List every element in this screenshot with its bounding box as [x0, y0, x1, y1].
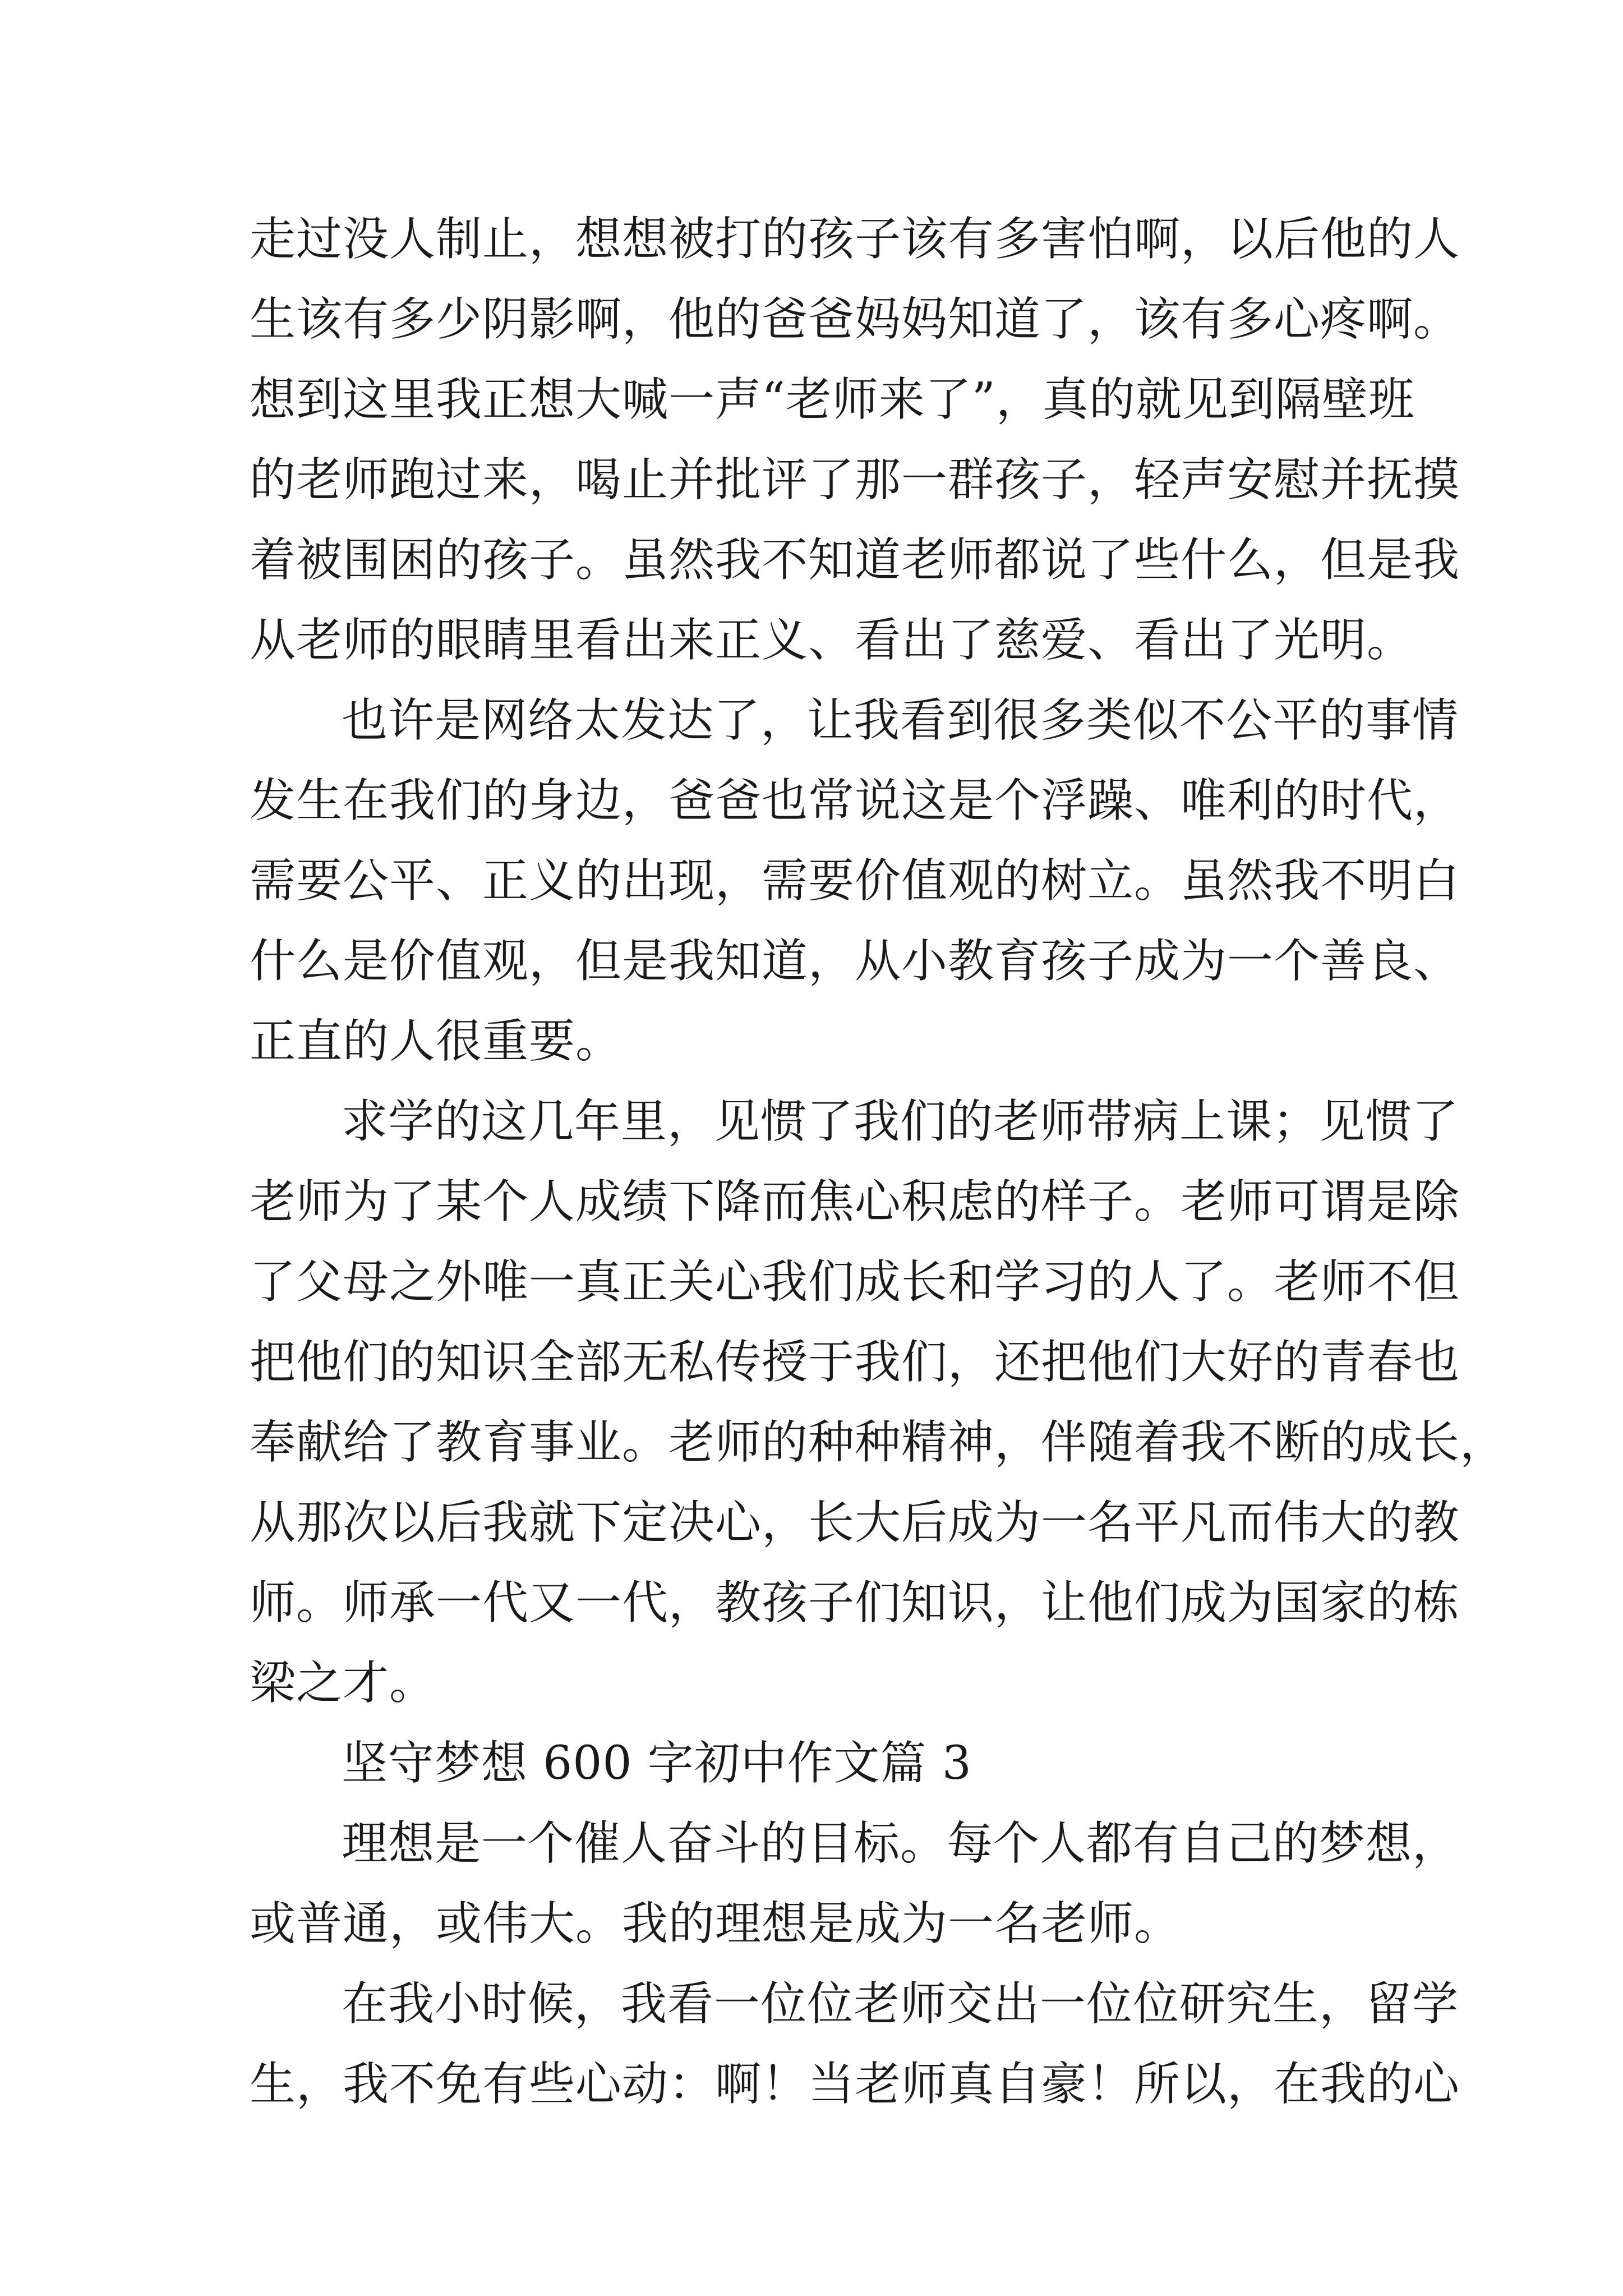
text-line: 把他们的知识全部无私传授于我们，还把他们大好的青春也	[250, 1336, 1460, 1389]
text-line: 生该有多少阴影啊，他的爸爸妈妈知道了，该有多心疼啊。	[250, 293, 1460, 346]
text-line: 奉献给了教育事业。老师的种种精神，伴随着我不断的成长，	[250, 1416, 1507, 1469]
paragraph-first-line: 理想是一个催人奋斗的目标。每个人都有自己的梦想，	[342, 1817, 1459, 1870]
text-line: 师。师承一代又一代，教孩子们知识，让他们成为国家的栋	[250, 1576, 1460, 1630]
text-line: 从老师的眼睛里看出来正义、看出了慈爱、看出了光明。	[250, 614, 1414, 667]
paragraph-first-line: 坚守梦想 600 字初中作文篇 3	[342, 1737, 972, 1790]
text-line: 着被围困的孩子。虽然我不知道老师都说了些什么，但是我	[250, 533, 1460, 587]
text-line: 梁之才。	[250, 1657, 436, 1710]
text-line: 需要公平、正义的出现，需要价值观的树立。虽然我不明白	[250, 854, 1460, 908]
text-line: 老师为了某个人成绩下降而焦心积虑的样子。老师可谓是除	[250, 1175, 1460, 1228]
text-line: 了父母之外唯一真正关心我们成长和学习的人了。老师不但	[250, 1255, 1460, 1309]
text-line: 生，我不免有些心动：啊！当老师真自豪！所以，在我的心	[250, 2058, 1460, 2111]
paragraph-first-line: 求学的这几年里，见惯了我们的老师带病上课；见惯了	[342, 1095, 1459, 1148]
paragraph-first-line: 在我小时候，我看一位位老师交出一位位研究生，留学	[342, 1977, 1459, 2031]
text-line: 的老师跑过来，喝止并批评了那一群孩子，轻声安慰并抚摸	[250, 453, 1460, 507]
document-body	[250, 199, 1507, 2124]
text-line: 或普通，或伟大。我的理想是成为一名老师。	[250, 1897, 1181, 1950]
text-line: 正直的人很重要。	[250, 1015, 623, 1068]
text-line: 走过没人制止，想想被打的孩子该有多害怕啊，以后他的人	[250, 213, 1460, 266]
paragraph-first-line: 也许是网络太发达了，让我看到很多类似不公平的事情	[342, 694, 1459, 747]
text-line: 想到这里我正想大喊一声“老师来了”，真的就见到隔壁班	[250, 373, 1415, 426]
text-line: 从那次以后我就下定决心，长大后成为一名平凡而伟大的教	[250, 1496, 1460, 1549]
text-line: 发生在我们的身边，爸爸也常说这是个浮躁、唯利的时代，	[250, 774, 1460, 827]
text-line: 什么是价值观，但是我知道，从小教育孩子成为一个善良、	[250, 935, 1460, 988]
